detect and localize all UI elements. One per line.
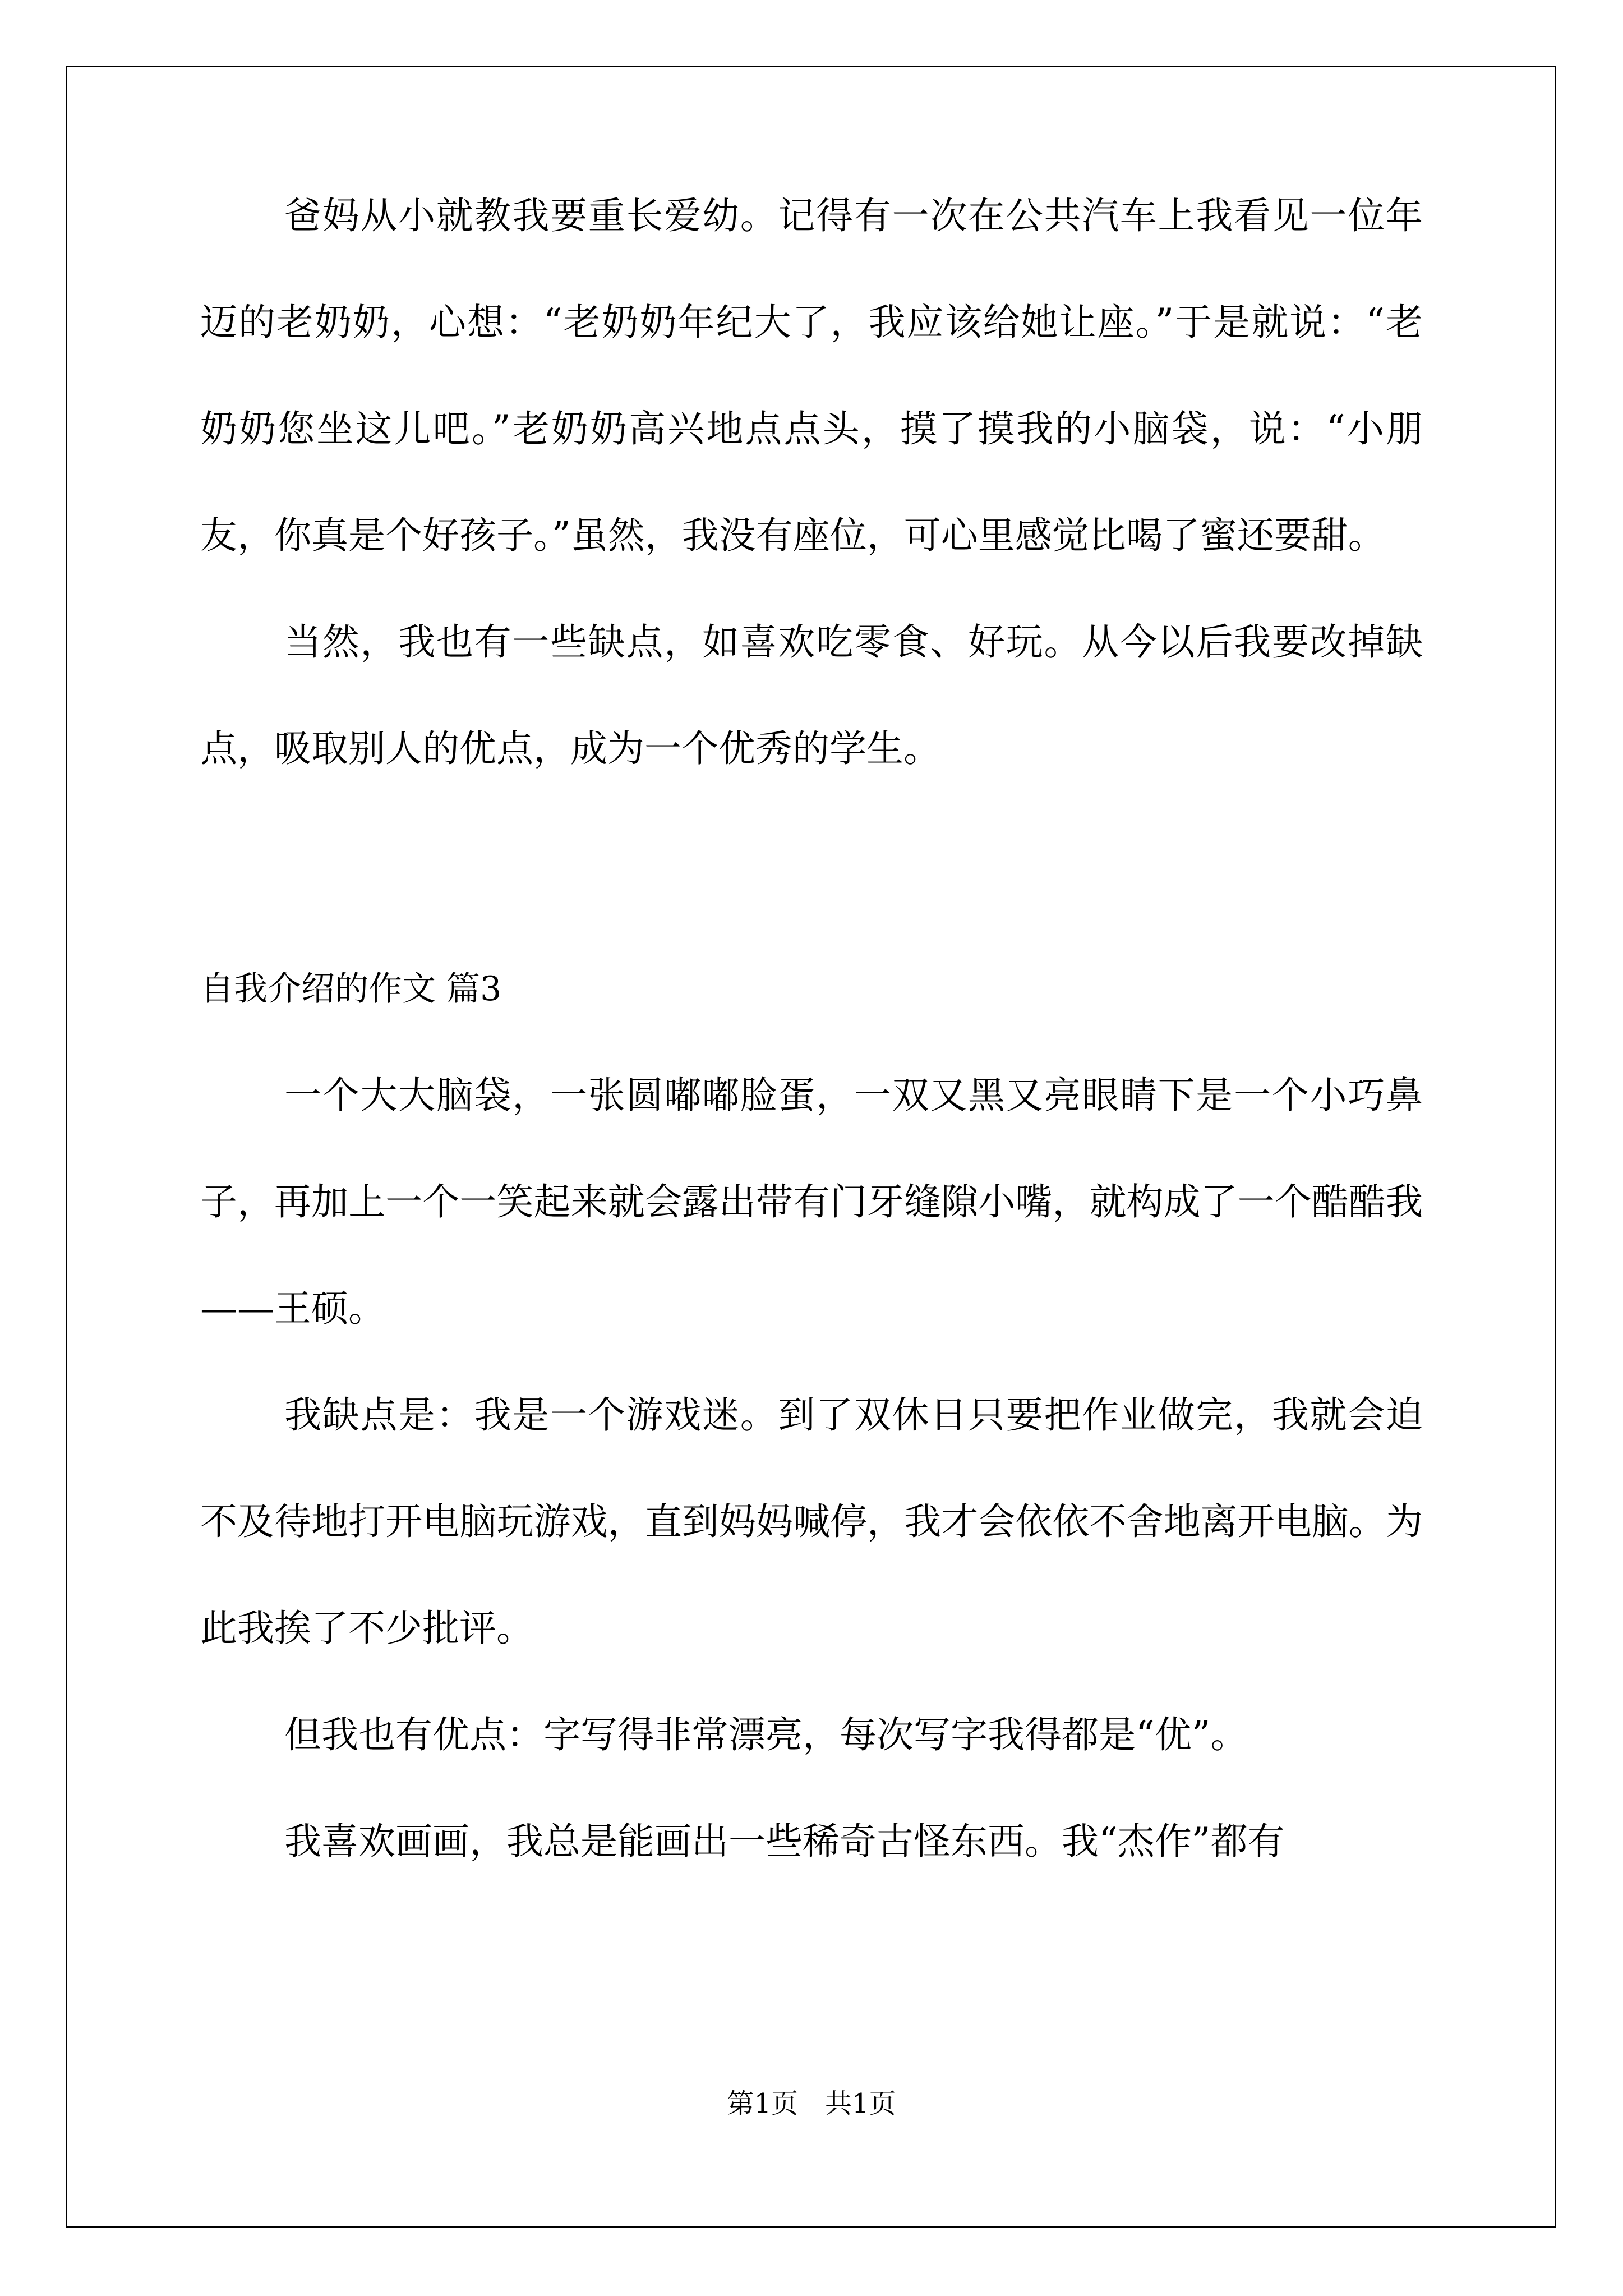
paragraph-5: 但我也有优点：字写得非常漂亮，每次写字我得都是“优”。 — [284, 1713, 1248, 1756]
paragraph-4: 我缺点是：我是一个游戏迷。到了双休日只要把作业做完，我就会迫不及待地打开电脑玩游戏，直到妈妈喊停，我才会依依不舍地离开电脑。为此我挨了不少批评。 — [200, 1393, 1423, 1650]
page-footer: 第1页 共1页 — [727, 2088, 896, 2119]
section-heading: 自我介绍的作文 篇3 — [200, 969, 502, 1009]
document-body — [200, 163, 1423, 1895]
paragraph-1: 爸妈从小就教我要重长爱幼。记得有一次在公共汽车上我看见一位年迈的老奶奶，心想：“老奶奶年纪大了，我应该给她让座。”于是就说：“老奶奶您坐这儿吧。”老奶奶高兴地点点头，摸了摸我的小脑袋，说：“小朋友，你真是个好孩子。”虽然，我没有座位，可心里感觉比喝了蜜还要甜。 — [200, 194, 1423, 557]
paragraph-2: 当然，我也有一些缺点，如喜欢吃零食、好玩。从今以后我要改掉缺点，吸取别人的优点，成为一个优秀的学生。 — [200, 620, 1423, 770]
paragraph-6: 我喜欢画画，我总是能画出一些稀奇古怪东西。我“杰作”都有 — [284, 1820, 1285, 1863]
paragraph-3: 一个大大脑袋，一张圆嘟嘟脸蛋，一双又黑又亮眼睛下是一个小巧鼻子，再加上一个一笑起来就会露出带有门牙缝隙小嘴，就构成了一个酷酷我——王硕。 — [200, 1074, 1423, 1330]
